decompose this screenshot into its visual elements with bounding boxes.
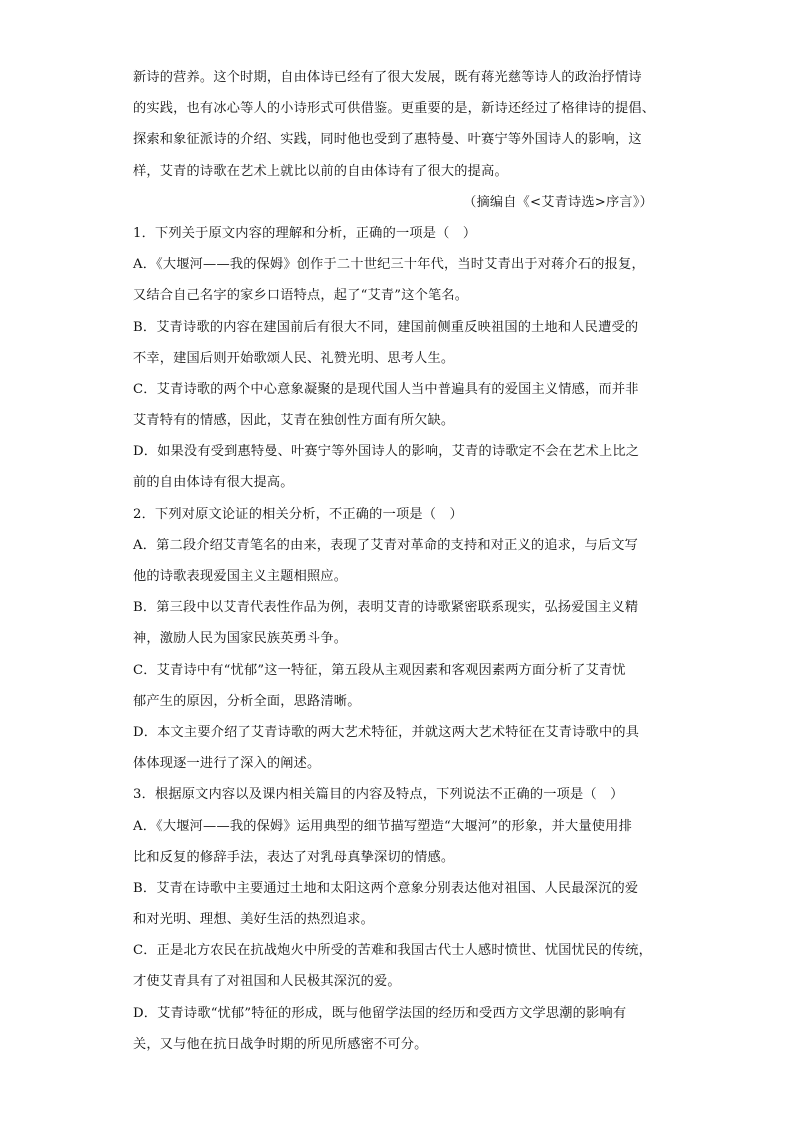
option-d-line-1: D．艾青诗歌“忧郁”特征的形成，既与他留学法国的经历和受西方文学思潮的影响有 (133, 1005, 627, 1021)
option-d-line-2: 前的自由体诗有很大提高。 (133, 475, 294, 491)
passage-line: 探索和象征派诗的介绍、实践，同时他也受到了惠特曼、叶赛宁等外国诗人的影响，这 (133, 132, 642, 148)
question-stem: 3．根据原文内容以及课内相关篇目的内容及特点，下列说法不正确的一项是（ ） (133, 787, 624, 803)
option-a-line-2: 又结合自己名字的家乡口语特点，起了“艾青”这个笔名。 (133, 288, 469, 304)
question-stem: 2．下列对原文论证的相关分析，不正确的一项是（ ） (133, 506, 463, 522)
option-d-line-2: 关，又与他在抗日战争时期的所见所感密不可分。 (133, 1036, 428, 1052)
option-a-line-1: A．《大堰河——我的保姆》运用典型的细节描写塑造“大堰河”的形象，并大量使用排 (133, 818, 632, 834)
option-b-line-2: 和对光明、理想、美好生活的热烈追求。 (133, 912, 374, 928)
option-c-line-2: 郁产生的原因，分析全面，思路清晰。 (133, 693, 361, 709)
option-c-line-1: C．艾青诗歌的两个中心意象凝聚的是现代国人当中普遍具有的爱国主义情感，而并非 (133, 381, 639, 397)
option-a-line-1: A．《大堰河——我的保姆》创作于二十世纪三十年代，当时艾青出于对蒋介石的报复， (133, 257, 645, 273)
option-d-line-2: 体体现逐一进行了深入的阐述。 (133, 756, 321, 772)
option-b-line-1: B．艾青在诗歌中主要通过土地和太阳这两个意象分别表达他对祖国、人民最深沉的爱 (133, 880, 639, 896)
option-b-line-2: 不幸，建国后则开始歌颂人民、礼赞光明、思考人生。 (133, 350, 455, 366)
option-a-line-1: A．第二段介绍艾青笔名的由来，表现了艾青对革命的支持和对正义的追求，与后文写 (133, 537, 639, 553)
passage-line: 的实践，也有冰心等人的小诗形式可供借鉴。更重要的是，新诗还经过了格律诗的提倡、 (133, 101, 656, 117)
option-b-line-2: 神，激励人民为国家民族英勇斗争。 (133, 631, 348, 647)
document-body (133, 62, 663, 1060)
option-d-line-1: D．本文主要介绍了艾青诗歌的两大艺术特征，并就这两大艺术特征在艾青诗歌中的具 (133, 724, 640, 740)
question-3 (133, 779, 663, 1060)
option-b-line-1: B．第三段中以艾青代表性作品为例，表明艾青的诗歌紧密联系现实，弘扬爱国主义精 (133, 600, 639, 616)
passage-line: 新诗的营养。这个时期，自由体诗已经有了很大发展，既有蒋光慈等诗人的政治抒情诗 (133, 70, 642, 85)
option-c-line-2: 艾青特有的情感，因此，艾青在独创性方面有所欠缺。 (133, 413, 455, 429)
passage (133, 62, 663, 218)
option-a-line-2: 比和反复的修辞手法，表达了对乳母真挚深切的情感。 (133, 849, 455, 865)
option-d-line-1: D．如果没有受到惠特曼、叶赛宁等外国诗人的影响，艾青的诗歌定不会在艺术上比之 (133, 444, 640, 460)
question-1 (133, 218, 663, 499)
option-c-line-1: C．艾青诗中有“忧郁”这一特征，第五段从主观因素和客观因素两方面分析了艾青忧 (133, 662, 626, 678)
passage-source: （摘编自《<艾青诗选>序言》） (463, 194, 653, 210)
option-c-line-1: C．正是北方农民在抗战炮火中所受的苦难和我国古代士人感时愤世、忧国忧民的传统， (133, 943, 653, 959)
option-b-line-1: B．艾青诗歌的内容在建国前后有很大不同，建国前侧重反映祖国的土地和人民遭受的 (133, 319, 639, 335)
passage-line: 样，艾青的诗歌在艺术上就比以前的自由体诗有了很大的提高。 (133, 163, 508, 179)
question-stem: 1．下列关于原文内容的理解和分析，正确的一项是（ ） (133, 225, 477, 241)
option-a-line-2: 他的诗歌表现爱国主义主题相照应。 (133, 569, 348, 584)
option-c-line-2: 才使艾青具有了对祖国和人民极其深沉的爱。 (133, 974, 401, 990)
question-2 (133, 499, 663, 780)
